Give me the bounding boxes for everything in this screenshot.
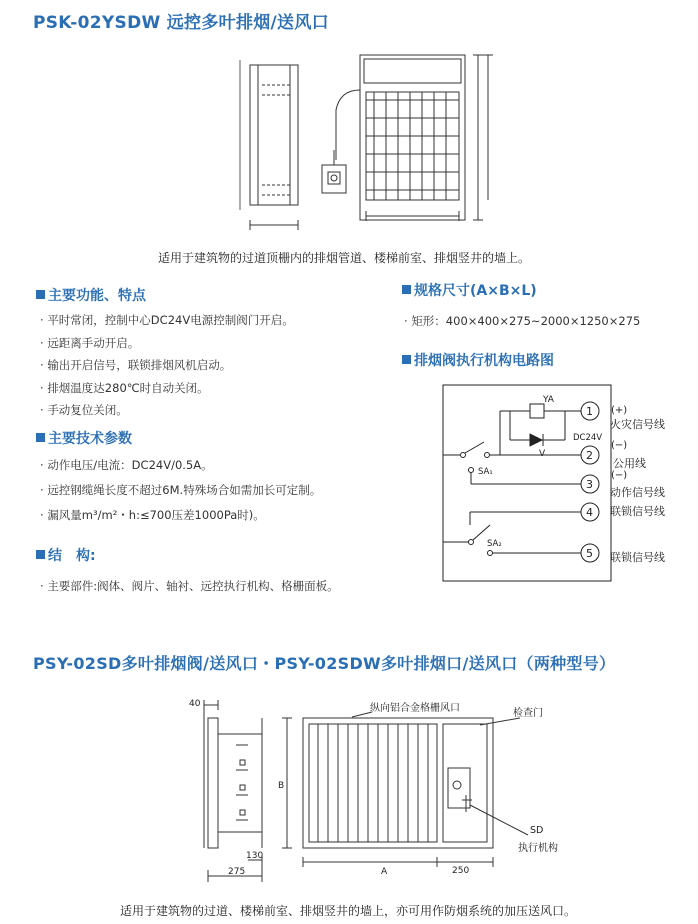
diode-v-label: V <box>539 449 546 459</box>
circuit-heading: 排烟阀执行机构电路图 <box>402 350 554 370</box>
terminal-1-label: 火灾信号线 <box>610 418 665 431</box>
list-item: · 平时常闭，控制中心DC24V电源控制阀门开启。 <box>40 309 294 332</box>
list-item: · 主要部件:阀体、阀片、轴衬、远控执行机构、格栅面板。 <box>40 575 339 598</box>
bottom-caption: 适用于建筑物的过道、楼梯前室、排烟竖井的墙上，亦可用作防烟系统的加压送风口。 <box>120 904 577 918</box>
features-heading: 主要功能、特点 <box>36 285 146 305</box>
terminal-3-label: 动作信号线 <box>610 486 665 499</box>
dim-b: B <box>278 781 285 791</box>
top-caption: 适用于建筑物的过道顶栅内的排烟管道、楼梯前室、排烟竖井的墙上。 <box>158 251 531 265</box>
terminal-3-sign: (−) <box>611 470 628 481</box>
dim-275: 275 <box>228 867 246 877</box>
terminal-1-sign: (+) <box>611 405 628 416</box>
list-item: · 远距离手动开启。 <box>40 332 294 355</box>
terminal-4-num: 4 <box>586 506 593 519</box>
list-item: · 输出开启信号，联锁排烟风机启动。 <box>40 354 294 377</box>
dim-a: A <box>381 867 388 877</box>
dim-40: 40 <box>189 699 201 709</box>
terminal-5-num: 5 <box>586 547 593 560</box>
size-heading: 规格尺寸(A×B×L) <box>402 280 537 300</box>
list-item: · 矩形：400×400×275~2000×1250×275 <box>404 310 640 333</box>
list-item: · 排烟温度达280℃时自动关闭。 <box>40 377 294 400</box>
door-label: 检查门 <box>513 708 543 719</box>
top-title: PSK-02YSDW 远控多叶排烟/送风口 <box>33 13 329 33</box>
params-heading: 主要技术参数 <box>36 428 132 448</box>
dim-250: 250 <box>452 866 470 876</box>
terminal-1-num: 1 <box>586 405 593 418</box>
list-item: · 动作电压/电流：DC24V/0.5A。 <box>40 453 321 478</box>
dc24v-label: DC24V <box>573 433 603 443</box>
actuator-label: 执行机构 <box>518 843 558 854</box>
ya-label: YA <box>543 395 554 405</box>
sa2-label: SA₂ <box>487 539 502 549</box>
grille-label: 纵向铝合金格栅风口 <box>370 703 460 714</box>
bottom-title: PSY-02SD多叶排烟阀/送风口・PSY-02SDW多叶排烟口/送风口（两种型号） <box>33 654 616 673</box>
sd-label: SD <box>530 825 544 836</box>
list-item: · 远控钢缆绳长度不超过6M.特殊场合如需加长可定制。 <box>40 478 321 503</box>
dim-130: 130 <box>246 851 264 861</box>
list-item: · 漏风量m³/m²・h:≤700压差1000Pa时)。 <box>40 503 321 528</box>
terminal-2-sign: (−) <box>611 440 628 451</box>
terminal-2-num: 2 <box>586 449 593 462</box>
list-item: · 手动复位关闭。 <box>40 399 294 422</box>
terminal-5-label: 联锁信号线 <box>610 551 665 564</box>
terminal-2-label: 公用线 <box>613 457 646 470</box>
terminal-3-num: 3 <box>586 478 593 491</box>
terminal-4-label: 联锁信号线 <box>610 505 665 518</box>
structure-heading: 结 构: <box>36 545 96 565</box>
sa1-label: SA₁ <box>478 467 493 477</box>
